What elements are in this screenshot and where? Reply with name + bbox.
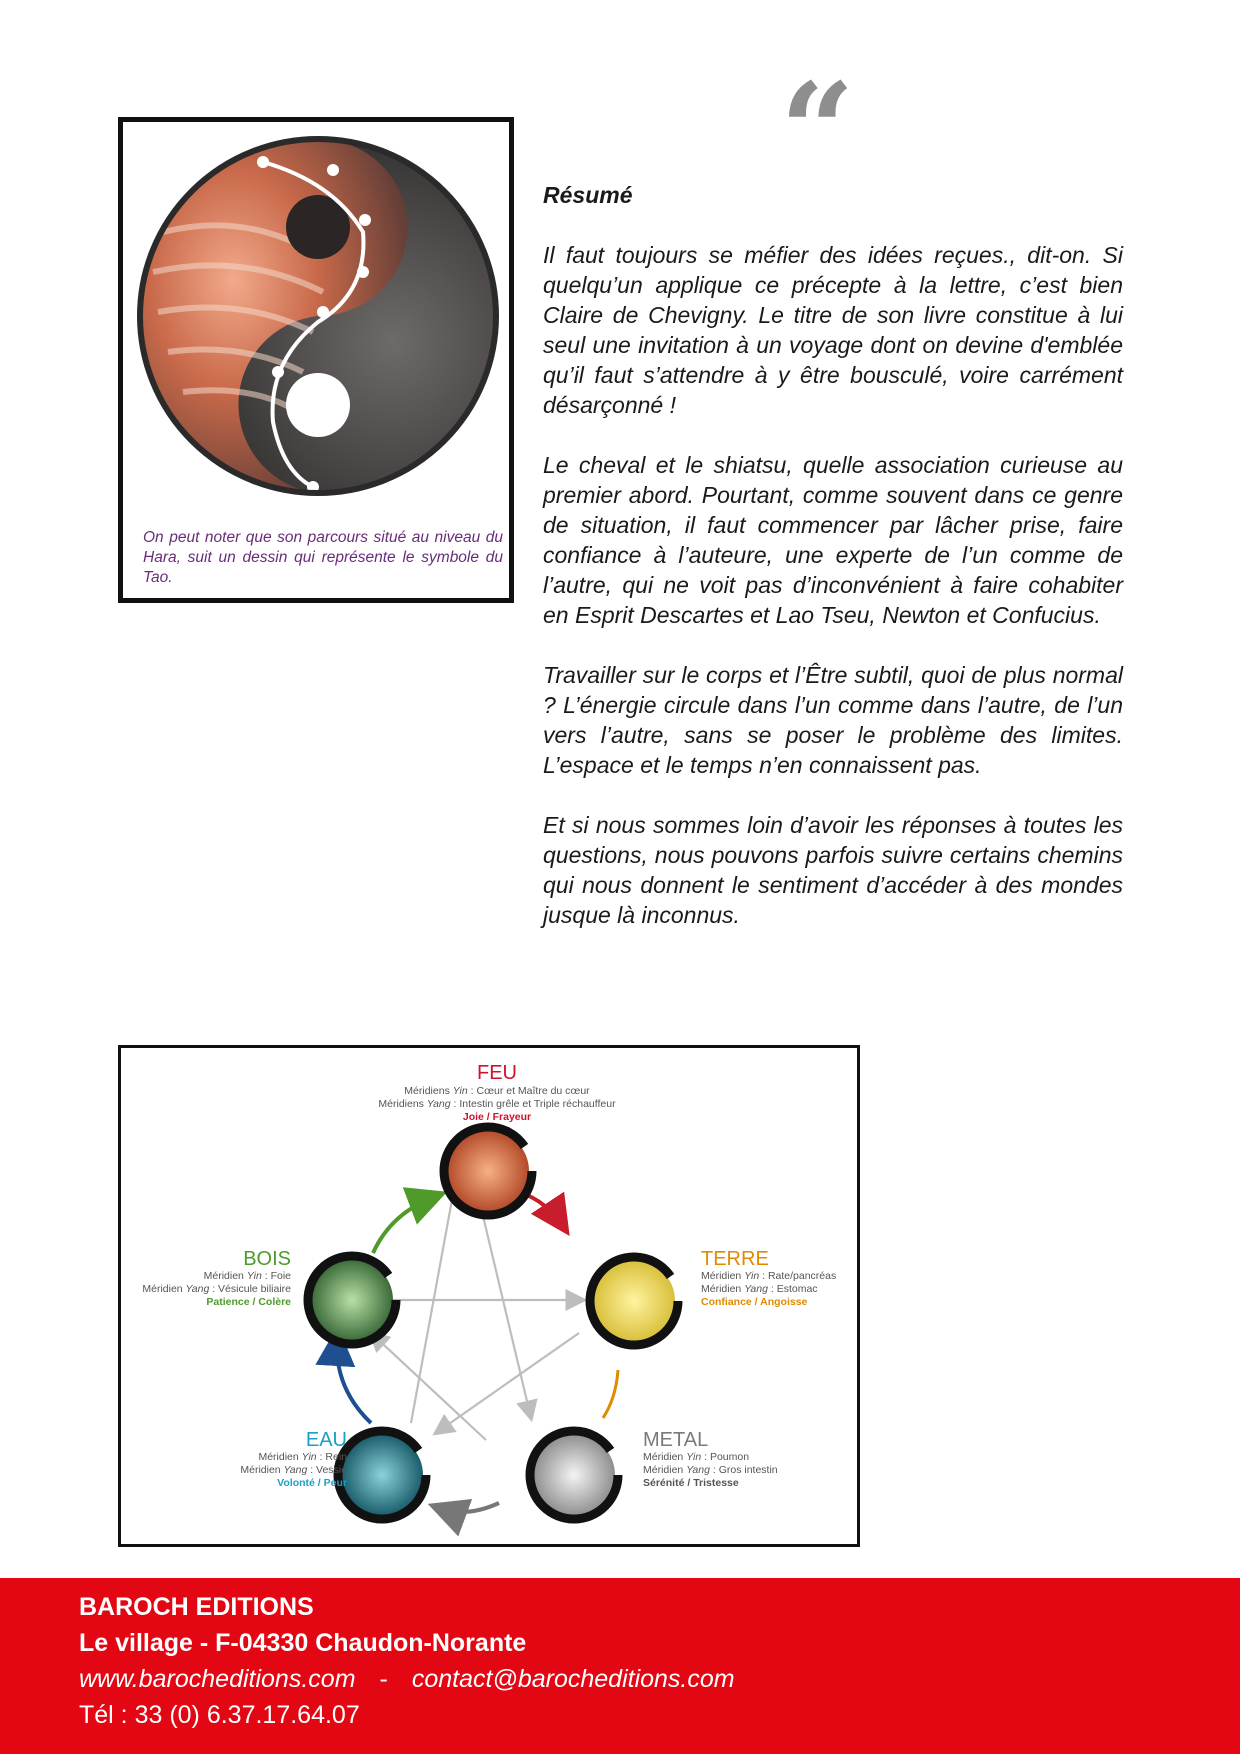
bois-name: BOIS — [243, 1248, 291, 1270]
terre-emotion: Confiance / Angoisse — [701, 1296, 808, 1308]
metal-yang: Méridien Yang : Gros intestin — [643, 1464, 778, 1476]
summary-title: Résumé — [543, 182, 633, 208]
contact-separator: - — [379, 1665, 388, 1693]
eau-yin: Méridien Yin : Rein — [258, 1451, 347, 1463]
horse-medallion-bois — [308, 1256, 396, 1344]
quote-mark: “ — [780, 54, 855, 207]
metal-emotion: Sérénité / Tristesse — [643, 1477, 739, 1489]
summary-paragraph-2: Le cheval et le shiatsu, quelle association curieuse au premier abord. Pourtant, comme souvent dans ce genre de situation, il faut commencer par lâcher prise, faire confiance à l’auteure, une experte de l’un comme de l’autre, qui ne voit pas d’inconvénient à faire cohabiter en Esprit Descartes et Lao Tseu, Newton et Confucius. — [543, 452, 1123, 628]
horse-medallion-metal — [530, 1431, 618, 1519]
feu-yang: Méridiens Yang : Intestin grêle et Triple réchauffeur — [378, 1098, 616, 1110]
eau-emotion: Volonté / Peur — [277, 1477, 347, 1489]
publisher-contacts — [79, 1664, 735, 1694]
five-elements-diagram-frame — [118, 1045, 860, 1547]
summary-paragraph-1: Il faut toujours se méfier des idées reçues., dit-on. Si quelqu’un applique ce précepte à la lettre, c’est bien Claire de Chevigny. Le titre de son livre constitue à lui seul une invitation à un voyage dont on devine d'emblée qu’il faut s’attendre à y être bousculé, voire carrément désarçonné ! — [543, 242, 1123, 418]
terre-yin: Méridien Yin : Rate/pancréas — [701, 1270, 837, 1282]
tao-illustration — [123, 122, 509, 598]
five-elements-diagram — [121, 1048, 857, 1544]
terre-yang: Méridien Yang : Estomac — [701, 1283, 818, 1295]
bois-yang: Méridien Yang : Vésicule biliaire — [142, 1283, 291, 1295]
horse-medallion-feu — [444, 1127, 532, 1215]
summary-paragraph-4: Et si nous sommes loin d’avoir les réponses à toutes les questions, nous pouvons parfois suivre certains chemins qui nous donnent le sentiment d’accéder à des mondes jusque là inconnus. — [543, 812, 1123, 928]
bois-emotion: Patience / Colère — [206, 1296, 291, 1308]
publisher-phone: Tél : 33 (0) 6.37.17.64.07 — [79, 1701, 360, 1729]
publisher-address: Le village - F-04330 Chaudon-Norante — [79, 1629, 527, 1657]
horse-medallion-eau — [338, 1431, 426, 1519]
feu-emotion: Joie / Frayeur — [462, 1111, 532, 1123]
summary-section — [543, 180, 1123, 960]
terre-name: TERRE — [701, 1248, 769, 1270]
tao-caption: On peut noter que son parcours situé au niveau du Hara, suit un dessin qui représente le symbole du Tao. — [143, 529, 503, 586]
tao-illustration-frame — [118, 117, 514, 603]
website-link[interactable]: www.barocheditions.com — [79, 1665, 356, 1693]
eau-yang: Méridien Yang : Vessie — [240, 1464, 347, 1476]
summary-paragraph-3: Travailler sur le corps et l’Être subtil, quoi de plus normal ? L’énergie circule dans l’un comme dans l’autre, de l’un vers l’autre, sans se poser le problème des limites. L’espace et le temps n’en connaissent pas. — [543, 662, 1123, 778]
eau-name: EAU — [305, 1429, 347, 1451]
metal-yin: Méridien Yin : Poumon — [643, 1451, 750, 1463]
metal-name: METAL — [643, 1429, 709, 1451]
publisher-footer — [0, 1578, 1240, 1754]
feu-yin: Méridiens Yin : Cœur et Maître du cœur — [404, 1085, 590, 1097]
bois-yin: Méridien Yin : Foie — [203, 1270, 291, 1282]
publisher-name: BAROCH EDITIONS — [79, 1593, 314, 1621]
email-link[interactable]: contact@barocheditions.com — [411, 1665, 735, 1693]
horse-medallion-terre — [590, 1257, 678, 1345]
feu-name: FEU — [477, 1062, 517, 1084]
